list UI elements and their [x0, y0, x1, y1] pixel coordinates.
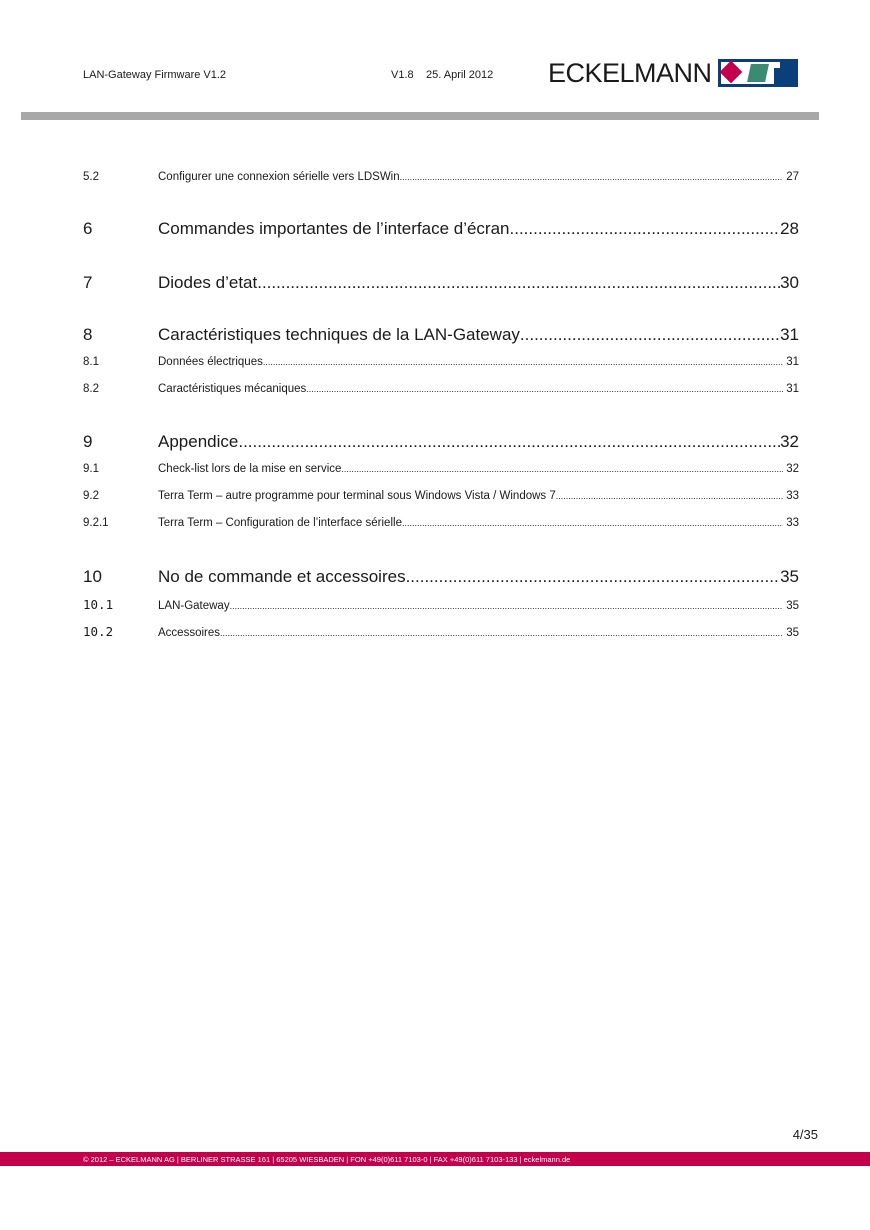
toc-entry-10-2[interactable]	[83, 624, 799, 639]
toc-dot-leader	[556, 491, 783, 501]
toc-entry-8[interactable]	[83, 325, 799, 345]
eckelmann-logo	[548, 58, 798, 88]
toc-dot-leader	[520, 325, 780, 345]
toc-entry-page: 33	[786, 490, 799, 502]
toc-entry-number: 9	[83, 432, 93, 451]
page-number: 4/35	[792, 1127, 818, 1142]
toc-dot-leader	[230, 601, 784, 611]
toc-entry-6[interactable]	[83, 219, 799, 239]
header-version: V1.8	[391, 69, 414, 81]
toc-entry-title: LAN-Gateway	[158, 600, 230, 612]
toc-dot-leader	[220, 628, 783, 638]
toc-entry-9-2[interactable]	[83, 490, 799, 502]
toc-dot-leader	[402, 518, 783, 528]
toc-entry-title: Check-list lors de la mise en service	[158, 463, 342, 475]
toc-entry-page: 31	[786, 356, 799, 368]
toc-entry-page: 35	[786, 600, 799, 612]
toc-entry-10-1[interactable]	[83, 597, 799, 612]
toc-entry-title: Terra Term – Configuration de l’interface sérielle	[158, 517, 402, 529]
toc-entry-title: Caractéristiques techniques de la LAN-Gateway	[158, 325, 520, 344]
logo-wordmark: ECKELMANN	[548, 58, 712, 88]
toc-entry-page: 27	[786, 171, 799, 183]
toc-entry-number: 8.2	[83, 383, 99, 395]
toc-entry-number: 6	[83, 219, 93, 238]
toc-entry-title: Caractéristiques mécaniques	[158, 383, 307, 395]
toc-entry-page: 28	[780, 219, 799, 238]
toc-entry-page: 35	[780, 567, 799, 586]
toc-entry-number: 7	[83, 273, 93, 292]
toc-dot-leader	[263, 357, 783, 367]
toc-entry-page: 35	[786, 627, 799, 639]
toc-entry-9-2-1[interactable]	[83, 517, 799, 529]
toc-entry-number: 9.1	[83, 463, 99, 475]
toc-entry-page: 30	[780, 273, 799, 292]
header-date: 25. April 2012	[426, 69, 494, 81]
logo-green-square	[747, 64, 769, 82]
toc-entry-title: Diodes d’etat	[158, 273, 258, 292]
toc-dot-leader	[238, 432, 780, 452]
toc-entry-number: 10.1	[83, 597, 114, 612]
toc-entry-page: 33	[786, 517, 799, 529]
toc-entry-number: 5.2	[83, 171, 99, 183]
toc-entry-title: Terra Term – autre programme pour terminal sous Windows Vista / Windows 7	[158, 490, 556, 502]
toc-entry-title: Appendice	[158, 432, 239, 451]
toc-entry-5-2[interactable]	[83, 171, 799, 183]
toc-entry-title: Données électriques	[158, 356, 263, 368]
toc-entry-page: 31	[786, 383, 799, 395]
toc-entry-8-2[interactable]	[83, 383, 799, 395]
toc-entry-7[interactable]	[83, 273, 799, 293]
toc-entry-number: 10	[83, 567, 102, 586]
toc-entry-number: 9.2	[83, 490, 99, 502]
toc-dot-leader	[306, 384, 783, 394]
toc-entry-number: 10.2	[83, 624, 114, 639]
toc-entry-title: Configurer une connexion sérielle vers LDSWin	[158, 171, 400, 183]
toc-dot-leader	[341, 464, 783, 474]
logo-squares-icon	[718, 59, 798, 87]
header-doc-title: LAN-Gateway Firmware V1.2	[83, 69, 227, 81]
toc-entry-page: 32	[780, 432, 799, 451]
toc-entry-title: Accessoires	[158, 627, 220, 639]
toc-entry-page: 32	[786, 463, 799, 475]
header-divider	[21, 112, 819, 120]
toc-entry-9-1[interactable]	[83, 463, 799, 475]
toc-entry-title: No de commande et accessoires	[158, 567, 406, 586]
toc-entry-page: 31	[780, 325, 799, 344]
toc-entry-8-1[interactable]	[83, 356, 799, 368]
toc-entry-number: 8	[83, 325, 93, 344]
toc-entry-number: 9.2.1	[83, 517, 109, 529]
toc-dot-leader	[510, 219, 781, 239]
toc-dot-leader	[400, 172, 784, 182]
toc-dot-leader	[257, 273, 780, 293]
toc-entry-9[interactable]	[83, 432, 799, 452]
footer-text: © 2012 – ECKELMANN AG | BERLINER STRASSE 161 | 65205 WIESBADEN | FON +49(0)611 7103-0 | FAX +49(0)611 7103-133 | eckelmann.de	[83, 1155, 571, 1164]
toc-dot-leader	[406, 567, 781, 587]
toc-entry-number: 8.1	[83, 356, 99, 368]
toc-entry-10[interactable]	[83, 567, 799, 587]
toc-entry-title: Commandes importantes de l’interface d’écran	[158, 219, 510, 238]
